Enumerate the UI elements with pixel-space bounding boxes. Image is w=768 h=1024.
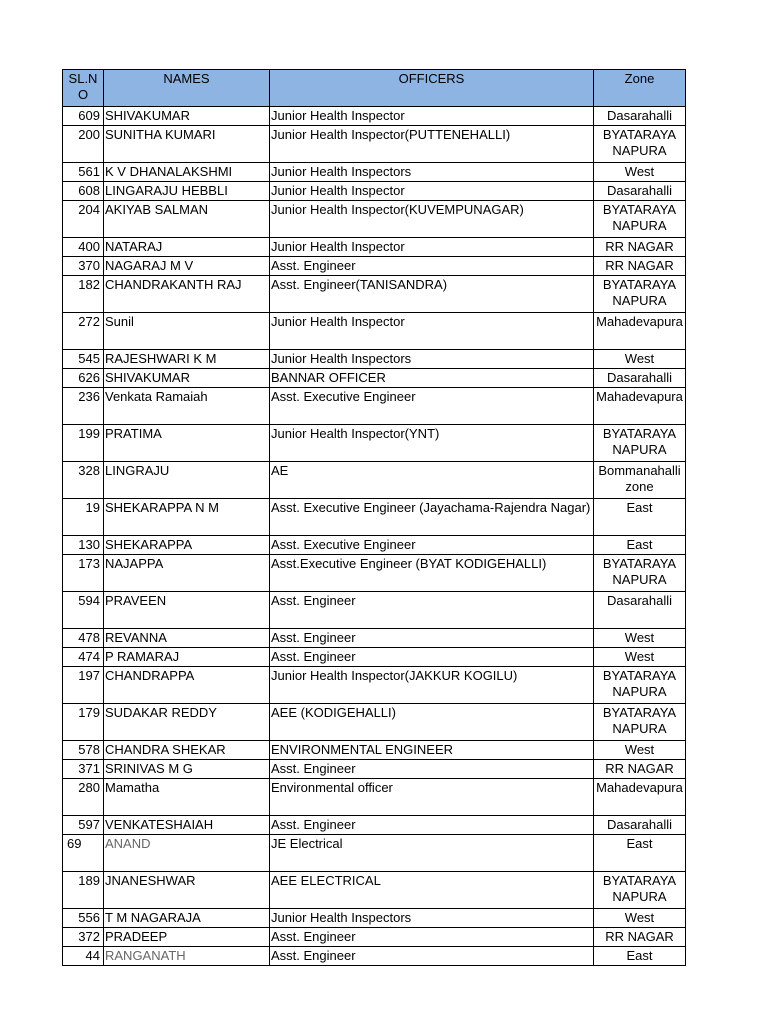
name-cell: SHIVAKUMAR bbox=[104, 107, 270, 126]
name-cell: NATARAJ bbox=[104, 238, 270, 257]
sl-cell: 204 bbox=[63, 201, 104, 238]
header-zone: Zone bbox=[594, 70, 686, 107]
officer-cell: AEE (KODIGEHALLI) bbox=[270, 704, 594, 741]
table-row bbox=[63, 947, 686, 966]
zone-cell: RR NAGAR bbox=[594, 928, 686, 947]
zone-cell: RR NAGAR bbox=[594, 257, 686, 276]
officer-cell: Asst. Engineer bbox=[270, 928, 594, 947]
sl-cell: 197 bbox=[63, 667, 104, 704]
table-row bbox=[63, 388, 686, 425]
sl-cell: 280 bbox=[63, 779, 104, 816]
officer-cell: Junior Health Inspectors bbox=[270, 163, 594, 182]
table-row bbox=[63, 313, 686, 350]
name-cell: K V DHANALAKSHMI bbox=[104, 163, 270, 182]
table-row bbox=[63, 536, 686, 555]
zone-cell: RR NAGAR bbox=[594, 238, 686, 257]
name-cell: NAJAPPA bbox=[104, 555, 270, 592]
name-cell: PRADEEP bbox=[104, 928, 270, 947]
zone-cell: BYATARAYA NAPURA bbox=[594, 667, 686, 704]
officer-cell: JE Electrical bbox=[270, 835, 594, 872]
zone-cell: RR NAGAR bbox=[594, 760, 686, 779]
name-cell: SRINIVAS M G bbox=[104, 760, 270, 779]
table-row bbox=[63, 425, 686, 462]
officer-cell: AEE ELECTRICAL bbox=[270, 872, 594, 909]
zone-cell: West bbox=[594, 741, 686, 760]
header-sl: SL.NO bbox=[63, 70, 104, 107]
sl-cell: 272 bbox=[63, 313, 104, 350]
officer-cell: Junior Health Inspector bbox=[270, 238, 594, 257]
zone-cell: BYATARAYA NAPURA bbox=[594, 872, 686, 909]
zone-cell: East bbox=[594, 947, 686, 966]
zone-cell: West bbox=[594, 350, 686, 369]
name-cell: Sunil bbox=[104, 313, 270, 350]
sl-cell: 561 bbox=[63, 163, 104, 182]
table-row bbox=[63, 909, 686, 928]
table-row bbox=[63, 163, 686, 182]
sl-cell: 594 bbox=[63, 592, 104, 629]
name-cell: RANGANATH bbox=[104, 947, 270, 966]
name-cell: P RAMARAJ bbox=[104, 648, 270, 667]
table-row bbox=[63, 107, 686, 126]
zone-cell: BYATARAYA NAPURA bbox=[594, 276, 686, 313]
name-cell: Mamatha bbox=[104, 779, 270, 816]
sl-cell: 578 bbox=[63, 741, 104, 760]
sl-cell: 179 bbox=[63, 704, 104, 741]
name-cell: SHEKARAPPA N M bbox=[104, 499, 270, 536]
sl-cell: 328 bbox=[63, 462, 104, 499]
officer-cell: Junior Health Inspectors bbox=[270, 350, 594, 369]
table-row bbox=[63, 816, 686, 835]
table-row bbox=[63, 555, 686, 592]
zone-cell: West bbox=[594, 629, 686, 648]
table-row bbox=[63, 350, 686, 369]
sl-cell: 545 bbox=[63, 350, 104, 369]
name-cell: SUNITHA KUMARI bbox=[104, 126, 270, 163]
zone-cell: Dasarahalli bbox=[594, 182, 686, 201]
sl-cell: 370 bbox=[63, 257, 104, 276]
header-names: NAMES bbox=[104, 70, 270, 107]
table-row bbox=[63, 704, 686, 741]
officer-cell: Asst. Executive Engineer bbox=[270, 388, 594, 425]
zone-cell: Mahadevapura bbox=[594, 779, 686, 816]
sl-cell: 44 bbox=[63, 947, 104, 966]
table-row bbox=[63, 648, 686, 667]
table-row bbox=[63, 238, 686, 257]
officer-cell: Junior Health Inspectors bbox=[270, 909, 594, 928]
table-row bbox=[63, 928, 686, 947]
sl-cell: 478 bbox=[63, 629, 104, 648]
sl-cell: 200 bbox=[63, 126, 104, 163]
name-cell: ANAND bbox=[104, 835, 270, 872]
officer-cell: Junior Health Inspector(PUTTENEHALLI) bbox=[270, 126, 594, 163]
zone-cell: West bbox=[594, 648, 686, 667]
name-cell: T M NAGARAJA bbox=[104, 909, 270, 928]
officer-cell: Junior Health Inspector(YNT) bbox=[270, 425, 594, 462]
sl-cell: 609 bbox=[63, 107, 104, 126]
officer-cell: Asst. Engineer bbox=[270, 648, 594, 667]
zone-cell: BYATARAYA NAPURA bbox=[594, 201, 686, 238]
zone-cell: Mahadevapura bbox=[594, 388, 686, 425]
zone-cell: BYATARAYA NAPURA bbox=[594, 704, 686, 741]
officer-cell: Asst. Engineer bbox=[270, 592, 594, 629]
officer-cell: Asst. Engineer(TANISANDRA) bbox=[270, 276, 594, 313]
name-cell: RAJESHWARI K M bbox=[104, 350, 270, 369]
sl-cell: 173 bbox=[63, 555, 104, 592]
name-cell: CHANDRA SHEKAR bbox=[104, 741, 270, 760]
officer-cell: Asst. Executive Engineer bbox=[270, 536, 594, 555]
zone-cell: Bommanahalli zone bbox=[594, 462, 686, 499]
sl-cell: 556 bbox=[63, 909, 104, 928]
name-cell: PRAVEEN bbox=[104, 592, 270, 629]
name-cell: AKIYAB SALMAN bbox=[104, 201, 270, 238]
name-cell: NAGARAJ M V bbox=[104, 257, 270, 276]
zone-cell: BYATARAYA NAPURA bbox=[594, 126, 686, 163]
officers-table bbox=[62, 69, 686, 966]
officer-cell: Asst. Engineer bbox=[270, 816, 594, 835]
zone-cell: Dasarahalli bbox=[594, 369, 686, 388]
sl-cell: 371 bbox=[63, 760, 104, 779]
table-row bbox=[63, 760, 686, 779]
zone-cell: West bbox=[594, 163, 686, 182]
sl-cell: 236 bbox=[63, 388, 104, 425]
table-row bbox=[63, 741, 686, 760]
sl-cell: 182 bbox=[63, 276, 104, 313]
officer-cell: Asst.Executive Engineer (BYAT KODIGEHALLI) bbox=[270, 555, 594, 592]
sl-cell: 69 bbox=[63, 835, 104, 872]
officer-cell: Asst. Engineer bbox=[270, 947, 594, 966]
officer-cell: ENVIRONMENTAL ENGINEER bbox=[270, 741, 594, 760]
table-row bbox=[63, 201, 686, 238]
zone-cell: East bbox=[594, 499, 686, 536]
name-cell: LINGRAJU bbox=[104, 462, 270, 499]
zone-cell: Dasarahalli bbox=[594, 816, 686, 835]
table-row bbox=[63, 369, 686, 388]
table-row bbox=[63, 872, 686, 909]
name-cell: PRATIMA bbox=[104, 425, 270, 462]
sl-cell: 597 bbox=[63, 816, 104, 835]
officer-cell: BANNAR OFFICER bbox=[270, 369, 594, 388]
zone-cell: West bbox=[594, 909, 686, 928]
name-cell: SHIVAKUMAR bbox=[104, 369, 270, 388]
table-row bbox=[63, 276, 686, 313]
sl-cell: 189 bbox=[63, 872, 104, 909]
sl-cell: 19 bbox=[63, 499, 104, 536]
sl-cell: 130 bbox=[63, 536, 104, 555]
table-row bbox=[63, 182, 686, 201]
sl-cell: 626 bbox=[63, 369, 104, 388]
zone-cell: BYATARAYA NAPURA bbox=[594, 425, 686, 462]
sl-cell: 372 bbox=[63, 928, 104, 947]
header-row bbox=[63, 70, 686, 107]
name-cell: LINGARAJU HEBBLI bbox=[104, 182, 270, 201]
table-row bbox=[63, 499, 686, 536]
name-cell: SUDAKAR REDDY bbox=[104, 704, 270, 741]
table-row bbox=[63, 462, 686, 499]
table-row bbox=[63, 667, 686, 704]
name-cell: SHEKARAPPA bbox=[104, 536, 270, 555]
zone-cell: Dasarahalli bbox=[594, 592, 686, 629]
name-cell: CHANDRAPPA bbox=[104, 667, 270, 704]
officer-cell: Asst. Engineer bbox=[270, 257, 594, 276]
officer-cell: Junior Health Inspector(JAKKUR KOGILU) bbox=[270, 667, 594, 704]
zone-cell: Mahadevapura bbox=[594, 313, 686, 350]
name-cell: Venkata Ramaiah bbox=[104, 388, 270, 425]
table-row bbox=[63, 592, 686, 629]
sl-cell: 400 bbox=[63, 238, 104, 257]
zone-cell: BYATARAYA NAPURA bbox=[594, 555, 686, 592]
sl-cell: 474 bbox=[63, 648, 104, 667]
officer-cell: Asst. Executive Engineer (Jayachama-Rajendra Nagar) bbox=[270, 499, 594, 536]
header-officers: OFFICERS bbox=[270, 70, 594, 107]
officer-cell: Asst. Engineer bbox=[270, 760, 594, 779]
sl-cell: 608 bbox=[63, 182, 104, 201]
officer-cell: Junior Health Inspector bbox=[270, 313, 594, 350]
name-cell: CHANDRAKANTH RAJ bbox=[104, 276, 270, 313]
table-row bbox=[63, 835, 686, 872]
sl-cell: 199 bbox=[63, 425, 104, 462]
officer-cell: Junior Health Inspector(KUVEMPUNAGAR) bbox=[270, 201, 594, 238]
zone-cell: East bbox=[594, 835, 686, 872]
officer-cell: Junior Health Inspector bbox=[270, 182, 594, 201]
name-cell: VENKATESHAIAH bbox=[104, 816, 270, 835]
table-row bbox=[63, 629, 686, 648]
name-cell: JNANESHWAR bbox=[104, 872, 270, 909]
officer-cell: Junior Health Inspector bbox=[270, 107, 594, 126]
officer-cell: Asst. Engineer bbox=[270, 629, 594, 648]
zone-cell: Dasarahalli bbox=[594, 107, 686, 126]
zone-cell: East bbox=[594, 536, 686, 555]
officer-cell: Environmental officer bbox=[270, 779, 594, 816]
name-cell: REVANNA bbox=[104, 629, 270, 648]
table-row bbox=[63, 126, 686, 163]
officer-cell: AE bbox=[270, 462, 594, 499]
table-row bbox=[63, 779, 686, 816]
table-row bbox=[63, 257, 686, 276]
